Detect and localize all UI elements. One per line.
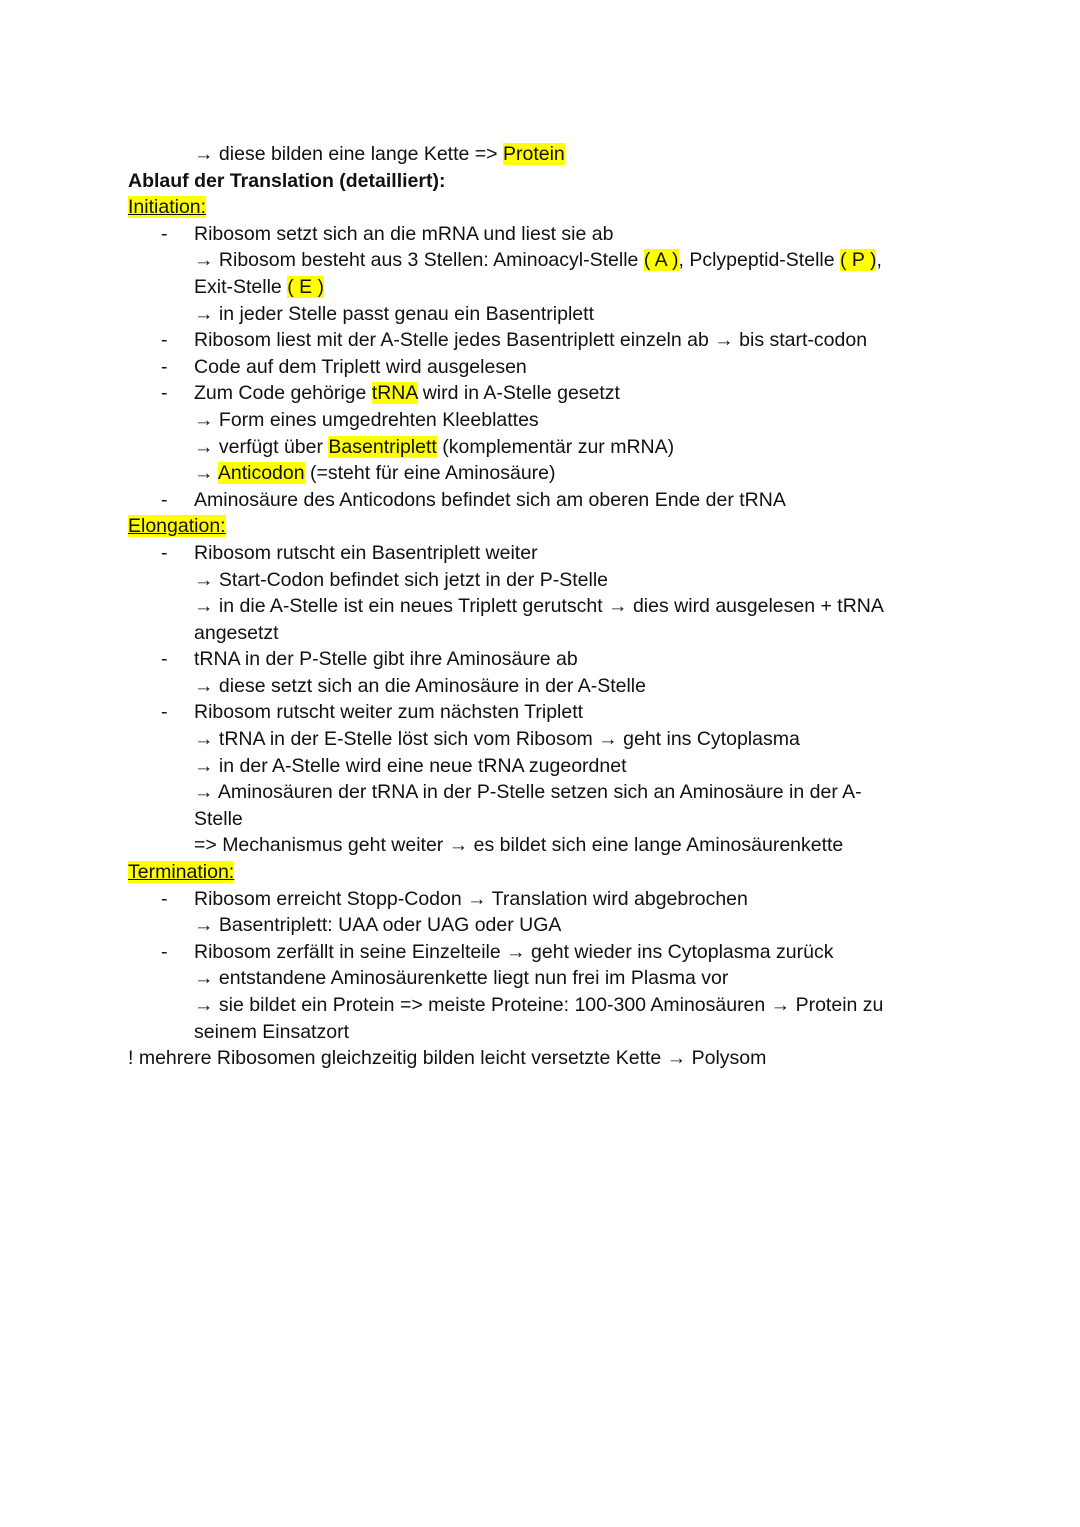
- text-run: Ribosom rutscht ein Basentriplett weiter: [194, 541, 538, 564]
- bullet-dash: -: [161, 329, 168, 352]
- bullet-item: [128, 540, 948, 567]
- text-run: Ribosom zerfällt in seine Einzelteile → geht wieder ins Cytoplasma zurück: [194, 940, 834, 963]
- text-run: → verfügt über: [194, 435, 329, 458]
- bullet-dash: -: [161, 940, 168, 963]
- bullet-item: [128, 221, 948, 248]
- text-line: → Start-Codon befindet sich jetzt in der P-Stelle: [194, 568, 609, 591]
- text-run: wird in A-Stelle gesetzt: [417, 382, 620, 405]
- text-line: → in jeder Stelle passt genau ein Basentriplett: [194, 302, 594, 325]
- subheading-elongation: [128, 513, 948, 540]
- text-line: → in der A-Stelle wird eine neue tRNA zugeordnet: [194, 754, 627, 777]
- bullet-item: [128, 327, 948, 354]
- document-page: [128, 141, 948, 1072]
- bullet-item: [128, 886, 948, 913]
- highlighted-term: ( E ): [287, 275, 325, 298]
- text-line: → Basentriplett: UAA oder UAG oder UGA: [194, 914, 562, 937]
- highlighted-term: Anticodon: [217, 462, 305, 485]
- text-run: Aminosäure des Anticodons befindet sich am oberen Ende der tRNA: [194, 488, 786, 511]
- text-run: Ribosom liest mit der A-Stelle jedes Basentriplett einzeln ab → bis start-codon: [194, 329, 868, 352]
- text-run: ,: [876, 249, 882, 272]
- text-run: (komplementär zur mRNA): [436, 435, 675, 458]
- text-run: →: [194, 462, 218, 485]
- bullet-dash: -: [161, 701, 168, 724]
- text-run: → diese bilden eine lange Kette =>: [194, 143, 503, 165]
- bullet-item: [128, 380, 948, 407]
- bullet-item: [128, 646, 948, 673]
- highlighted-term: ( P ): [840, 249, 877, 272]
- text-run: Code auf dem Triplett wird ausgelesen: [194, 355, 527, 378]
- highlighted-term: Protein: [502, 143, 565, 165]
- text-run: tRNA in der P-Stelle gibt ihre Aminosäure ab: [194, 648, 578, 671]
- text-line: → diese setzt sich an die Aminosäure in der A-Stelle: [194, 674, 646, 697]
- text-run: Ribosom rutscht weiter zum nächsten Triplett: [194, 701, 584, 724]
- text-run: , Pclypeptid-Stelle: [678, 249, 840, 272]
- bullet-item: [128, 487, 948, 514]
- text-line: ! mehrere Ribosomen gleichzeitig bilden leicht versetzte Kette → Polysom: [128, 1047, 767, 1070]
- bullet-dash: -: [161, 222, 168, 245]
- text-line: Stelle: [194, 807, 243, 830]
- text-run: Ribosom setzt sich an die mRNA und liest sie ab: [194, 222, 614, 245]
- bullet-item: [128, 354, 948, 381]
- text-line: [128, 274, 948, 301]
- text-line: → Form eines umgedrehten Kleeblattes: [194, 408, 539, 431]
- bullet-dash: -: [161, 382, 168, 405]
- text-line: [128, 247, 948, 274]
- text-line: → sie bildet ein Protein => meiste Proteine: 100-300 Aminosäuren → Protein zu: [194, 994, 884, 1016]
- text-run: Exit-Stelle: [194, 275, 288, 298]
- highlighted-term: ( A ): [643, 249, 679, 272]
- subheading-label: Initiation:: [128, 196, 207, 219]
- text-line: → entstandene Aminosäurenkette liegt nun frei im Plasma vor: [194, 967, 729, 990]
- bullet-dash: -: [161, 648, 168, 671]
- text-line: [128, 141, 948, 168]
- text-run: (=steht für eine Aminosäure): [304, 462, 556, 485]
- text-run: Zum Code gehörige: [194, 382, 372, 405]
- bullet-dash: -: [161, 488, 168, 511]
- subheading-initiation: [128, 194, 948, 221]
- highlighted-term: tRNA: [371, 382, 418, 405]
- text-line: → Aminosäuren der tRNA in der P-Stelle setzen sich an Aminosäure in der A-: [194, 781, 862, 804]
- highlighted-term: Basentriplett: [328, 435, 437, 458]
- text-line: [128, 460, 948, 487]
- bullet-dash: -: [161, 541, 168, 564]
- text-line: seinem Einsatzort: [194, 1020, 349, 1043]
- subheading-label: Termination:: [128, 861, 235, 884]
- text-line: angesetzt: [194, 621, 279, 644]
- text-run: Ribosom erreicht Stopp-Codon → Translation wird abgebrochen: [194, 887, 748, 910]
- section-heading: Ablauf der Translation (detailliert):: [128, 169, 446, 192]
- bullet-item: [128, 699, 948, 726]
- text-line: → in die A-Stelle ist ein neues Triplett gerutscht → dies wird ausgelesen + tRNA: [194, 595, 884, 618]
- text-line: → tRNA in der E-Stelle löst sich vom Ribosom → geht ins Cytoplasma: [194, 728, 800, 751]
- text-run: → Ribosom besteht aus 3 Stellen: Aminoacyl-Stelle: [194, 249, 644, 272]
- subheading-label: Elongation:: [128, 515, 226, 538]
- text-line: => Mechanismus geht weiter → es bildet sich eine lange Aminosäurenkette: [194, 834, 844, 857]
- subheading-termination: [128, 859, 948, 886]
- bullet-dash: -: [161, 355, 168, 378]
- text-line: [128, 434, 948, 461]
- bullet-item: [128, 939, 948, 966]
- bullet-dash: -: [161, 887, 168, 910]
